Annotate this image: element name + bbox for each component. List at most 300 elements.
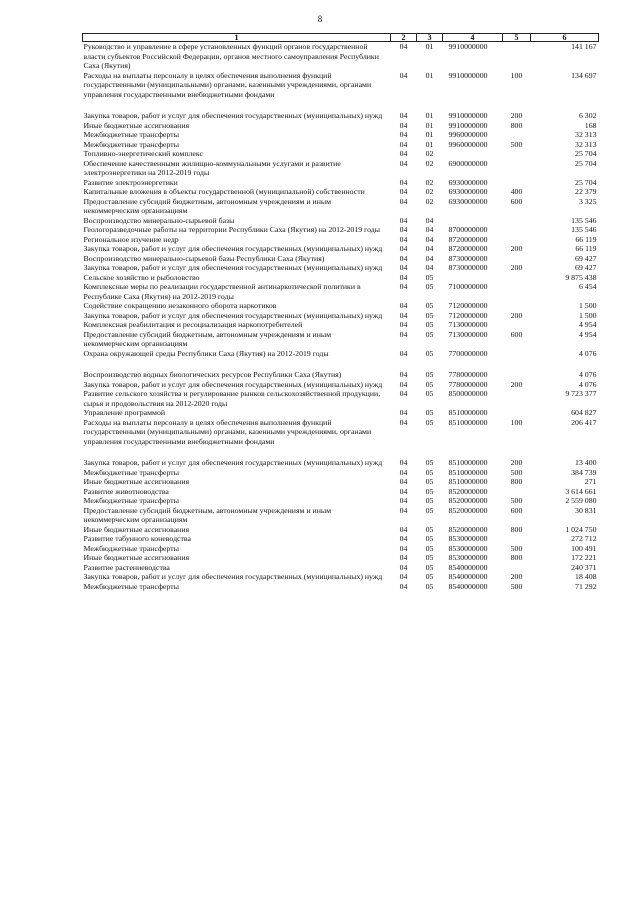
row-expense-type	[503, 42, 531, 71]
table-row	[83, 563, 599, 573]
row-subsection: 05	[425, 370, 434, 379]
table-row	[83, 159, 599, 178]
row-amount: 4 076	[578, 379, 597, 389]
row-section: 04	[399, 408, 408, 417]
row-section: 04	[399, 272, 408, 282]
row-subsection: 05	[425, 301, 434, 310]
row-subsection: 05	[425, 310, 434, 320]
row-subsection: 05	[425, 408, 434, 417]
row-name: Иные бюджетные ассигнования	[83, 524, 190, 534]
row-section: 04	[399, 553, 408, 562]
row-subsection: 01	[425, 139, 434, 149]
table-row	[83, 111, 599, 121]
row-amount: 240 371	[571, 562, 597, 572]
row-target-code: 9960000000	[448, 139, 488, 149]
row-expense-type	[503, 225, 531, 235]
row-amount: 100 491	[571, 543, 597, 553]
row-expense-type: 400	[510, 187, 523, 196]
row-subsection: 05	[425, 534, 434, 543]
row-section: 04	[399, 263, 408, 272]
row-amount: 2 559 080	[565, 496, 597, 505]
header-col-5: 5	[503, 34, 531, 42]
row-target-code: 8510000000	[448, 458, 488, 467]
row-amount: 32 313	[575, 130, 597, 139]
row-amount: 25 704	[575, 149, 597, 158]
row-target-code: 6930000000	[448, 177, 488, 187]
row-section: 04	[399, 524, 408, 534]
row-expense-type: 500	[510, 139, 523, 149]
row-section: 04	[399, 177, 408, 187]
row-subsection: 05	[425, 379, 434, 389]
row-section: 04	[399, 562, 408, 572]
row-name: Развитие сельского хозяйства и регулирование рынков сельскохозяйственной продукции, сырья и продовольствия на 2012-2020 годы	[83, 389, 381, 408]
row-subsection: 05	[425, 477, 434, 486]
row-expense-type	[503, 178, 531, 188]
row-amount: 4 954	[578, 320, 597, 329]
row-name: Комплексные меры по реализации государственной антинаркотической политики в Республике Саха (Якутия) на 2012-2019 годы	[83, 282, 361, 301]
table-row	[83, 187, 599, 197]
row-section: 04	[399, 486, 408, 496]
row-amount: 272 712	[571, 534, 597, 543]
row-section: 04	[399, 543, 408, 553]
row-subsection: 05	[425, 543, 434, 553]
table-row	[83, 311, 599, 321]
row-target-code: 8510000000	[448, 417, 488, 427]
row-section: 04	[399, 572, 408, 581]
row-section: 04	[399, 225, 408, 234]
row-subsection: 02	[425, 149, 434, 158]
row-target-code: 8510000000	[448, 467, 488, 477]
row-target-code: 8730000000	[448, 253, 488, 263]
row-name: Иные бюджетные ассигнования	[83, 477, 190, 486]
row-amount: 135 546	[571, 225, 597, 234]
row-amount: 30 831	[575, 505, 597, 515]
row-target-code: 9960000000	[448, 130, 488, 139]
header-col-6: 6	[531, 34, 599, 42]
row-target-code: 8510000000	[448, 408, 488, 417]
row-amount: 604 827	[571, 408, 597, 417]
row-subsection: 02	[425, 196, 434, 206]
row-expense-type	[503, 273, 531, 283]
row-section: 04	[399, 42, 408, 51]
row-name: Геологоразведочные работы на территории Республики Саха (Якутия) на 2012-2019 годы	[83, 225, 380, 234]
row-expense-type: 200	[510, 310, 523, 320]
row-subsection: 01	[425, 42, 434, 51]
row-target-code: 6900000000	[448, 158, 488, 168]
row-name: Межбюджетные трансферты	[83, 139, 179, 149]
row-subsection: 04	[425, 234, 434, 244]
row-expense-type	[503, 282, 531, 301]
row-section: 04	[399, 310, 408, 320]
row-subsection: 02	[425, 177, 434, 187]
table-row	[83, 370, 599, 380]
row-amount: 141 167	[571, 42, 597, 51]
row-target-code: 8700000000	[448, 225, 488, 234]
table-row	[83, 235, 599, 245]
budget-table	[82, 33, 599, 591]
table-row	[83, 525, 599, 535]
table-row	[83, 216, 599, 226]
table-row	[83, 553, 599, 563]
row-subsection: 05	[425, 348, 434, 358]
row-subsection: 05	[425, 417, 434, 427]
row-amount: 25 704	[575, 158, 597, 168]
row-subsection: 05	[425, 389, 434, 398]
row-target-code: 8510000000	[448, 477, 488, 486]
table-row	[83, 534, 599, 544]
row-name: Обеспечение качественными жилищно-коммунальными услугами и развитие электроэнергетики на 2012-2019 годы	[83, 158, 341, 177]
table-row	[83, 225, 599, 235]
row-name: Руководство и управление в сфере установленных функций органов государственной власти субъектов Российской Федерации, органов местного самоуправления Республики Саха (Якутия)	[83, 42, 379, 70]
header-col-4: 4	[443, 34, 503, 42]
row-subsection: 05	[425, 496, 434, 505]
row-section: 04	[399, 158, 408, 168]
row-section: 04	[399, 187, 408, 196]
row-subsection: 05	[425, 524, 434, 534]
header-col-2: 2	[391, 34, 417, 42]
row-section: 04	[399, 467, 408, 477]
row-target-code: 8530000000	[448, 553, 488, 562]
row-amount: 18 408	[575, 572, 597, 581]
row-subsection: 05	[425, 467, 434, 477]
row-amount: 69 427	[575, 253, 597, 263]
row-expense-type: 200	[510, 244, 523, 253]
row-amount: 66 119	[575, 234, 597, 244]
row-subsection: 02	[425, 187, 434, 196]
row-name: Закупка товаров, работ и услуг для обеспечения государственных (муниципальных) нужд	[83, 263, 383, 272]
row-amount: 32 313	[575, 139, 597, 149]
row-name: Расходы на выплаты персоналу в целях обеспечения выполнения функций государственными (муниципальными) органами, казенными учреждениями, органами управления государственными внебюджетными фондами	[83, 70, 372, 99]
row-subsection: 01	[425, 120, 434, 130]
row-target-code: 9910000000	[448, 120, 488, 130]
row-name: Межбюджетные трансферты	[83, 467, 179, 477]
row-subsection: 05	[425, 505, 434, 515]
row-target-code: 7130000000	[448, 329, 488, 339]
row-name: Развитие животноводства	[83, 486, 169, 496]
row-name: Межбюджетные трансферты	[83, 496, 179, 505]
row-name: Предоставление субсидий бюджетным, автономным учреждениям и иным некоммерческим организациям	[83, 329, 332, 348]
row-expense-type	[503, 534, 531, 544]
table-row	[83, 349, 599, 371]
table-row	[83, 140, 599, 150]
row-expense-type	[503, 408, 531, 418]
row-section: 04	[399, 348, 408, 358]
row-target-code: 7700000000	[448, 348, 488, 358]
row-amount: 9 723 377	[565, 389, 597, 398]
table-row	[83, 149, 599, 159]
row-name: Закупка товаров, работ и услуг для обеспечения государственных (муниципальных) нужд	[83, 244, 383, 253]
row-expense-type: 600	[510, 196, 523, 206]
row-section: 04	[399, 496, 408, 505]
row-section: 04	[399, 458, 408, 467]
row-expense-type: 600	[510, 329, 523, 339]
table-row	[83, 320, 599, 330]
table-row	[83, 418, 599, 459]
row-name: Воспроизводство минерально-сырьевой базы Республики Саха (Якутия)	[83, 253, 325, 263]
row-subsection: 05	[425, 272, 434, 282]
row-section: 04	[399, 505, 408, 515]
row-expense-type: 800	[510, 120, 523, 130]
row-section: 04	[399, 70, 408, 80]
row-section: 04	[399, 379, 408, 389]
table-row	[83, 408, 599, 418]
row-name: Региональное изучение недр	[83, 234, 179, 244]
row-section: 04	[399, 244, 408, 253]
row-subsection: 04	[425, 263, 434, 272]
row-subsection: 05	[425, 329, 434, 339]
table-row	[83, 582, 599, 592]
row-expense-type	[503, 370, 531, 380]
row-name: Содействие сокращению незаконного оборота наркотиков	[83, 301, 277, 310]
table-row	[83, 254, 599, 264]
row-target-code: 7100000000	[448, 282, 488, 291]
table-row	[83, 544, 599, 554]
row-expense-type: 500	[510, 467, 523, 477]
row-target-code	[443, 216, 503, 226]
row-target-code: 8730000000	[448, 263, 488, 272]
row-expense-type: 500	[510, 496, 523, 505]
row-section: 04	[399, 581, 408, 591]
row-expense-type: 200	[510, 458, 523, 467]
table-row	[83, 506, 599, 525]
table-row	[83, 468, 599, 478]
table-row	[83, 487, 599, 497]
row-amount: 66 119	[575, 244, 597, 253]
row-amount: 1 024 750	[565, 524, 597, 534]
table-row	[83, 380, 599, 390]
row-target-code: 8720000000	[448, 244, 488, 253]
row-subsection: 05	[425, 553, 434, 562]
row-amount: 1 500	[578, 301, 597, 310]
row-expense-type	[503, 254, 531, 264]
row-name: Развитие табунного коневодства	[83, 534, 191, 543]
row-name: Воспроизводство минерально-сырьевой базы	[83, 215, 235, 225]
table-row	[83, 458, 599, 468]
row-name: Закупка товаров, работ и услуг для обеспечения государственных (муниципальных) нужд	[83, 310, 383, 320]
row-target-code: 7780000000	[448, 370, 488, 379]
row-amount: 206 417	[571, 417, 597, 427]
row-expense-type: 200	[510, 263, 523, 272]
row-target-code: 8540000000	[448, 562, 488, 572]
row-expense-type: 200	[510, 111, 523, 120]
table-row	[83, 71, 599, 112]
table-row	[83, 273, 599, 283]
table-row	[83, 197, 599, 216]
row-subsection: 05	[425, 581, 434, 591]
row-subsection: 04	[425, 215, 434, 225]
row-expense-type: 800	[510, 477, 523, 486]
table-row	[83, 121, 599, 131]
row-amount: 71 292	[575, 581, 597, 591]
row-target-code: 6930000000	[448, 187, 488, 196]
row-amount: 4 076	[578, 348, 597, 358]
table-row	[83, 330, 599, 349]
row-expense-type	[503, 320, 531, 330]
row-expense-type: 200	[510, 379, 523, 389]
table-row	[83, 389, 599, 408]
row-expense-type: 200	[510, 572, 523, 581]
row-subsection: 04	[425, 225, 434, 234]
row-section: 04	[399, 329, 408, 339]
row-section: 04	[399, 477, 408, 486]
row-amount: 168	[584, 120, 597, 130]
row-amount: 69 427	[575, 263, 597, 272]
row-target-code: 9910000000	[448, 42, 488, 51]
row-name: Развитие электроэнергетики	[83, 177, 178, 187]
row-expense-type: 800	[510, 553, 523, 562]
row-name: Капитальные вложения в объекты государственной (муниципальной) собственности	[83, 187, 365, 196]
row-section: 04	[399, 534, 408, 543]
row-target-code: 8520000000	[448, 524, 488, 534]
row-subsection: 01	[425, 70, 434, 80]
row-expense-type: 100	[510, 70, 523, 80]
table-row	[83, 572, 599, 582]
row-name: Развитие растениеводства	[83, 562, 170, 572]
row-expense-type	[503, 389, 531, 408]
row-amount: 1 500	[578, 310, 597, 320]
row-expense-type: 500	[510, 543, 523, 553]
row-name: Расходы на выплаты персоналу в целях обеспечения выполнения функций государственными (муниципальными) органами, казенными учреждениями, органами управления государственными внебюджетными фондами	[83, 417, 372, 446]
row-target-code: 7120000000	[448, 301, 488, 310]
row-name: Воспроизводство водных биологических ресурсов Республики Саха (Якутия)	[83, 370, 342, 379]
row-amount: 384 739	[571, 467, 597, 477]
row-expense-type	[503, 130, 531, 140]
row-amount: 271	[584, 477, 597, 486]
row-section: 04	[399, 301, 408, 310]
row-subsection: 01	[425, 130, 434, 139]
row-expense-type: 800	[510, 524, 523, 534]
row-name: Закупка товаров, работ и услуг для обеспечения государственных (муниципальных) нужд	[83, 111, 383, 120]
row-target-code: 9910000000	[448, 111, 488, 120]
header-col-1: 1	[83, 34, 391, 42]
row-name: Топливно-энергетический комплекс	[83, 149, 203, 158]
row-section: 04	[399, 149, 408, 158]
row-expense-type	[503, 301, 531, 311]
row-section: 04	[399, 215, 408, 225]
row-subsection: 05	[425, 320, 434, 329]
row-target-code: 8540000000	[448, 581, 488, 591]
row-section: 04	[399, 253, 408, 263]
row-expense-type	[503, 149, 531, 159]
row-target-code: 6930000000	[448, 196, 488, 206]
row-target-code	[443, 149, 503, 159]
table-row	[83, 301, 599, 311]
row-name: Закупка товаров, работ и услуг для обеспечения государственных (муниципальных) нужд	[83, 572, 383, 581]
table-row	[83, 282, 599, 301]
row-subsection: 02	[425, 158, 434, 168]
row-subsection: 05	[425, 486, 434, 496]
row-section: 04	[399, 139, 408, 149]
row-section: 04	[399, 282, 408, 291]
table-body	[83, 42, 599, 592]
table-row	[83, 130, 599, 140]
row-name: Межбюджетные трансферты	[83, 581, 179, 591]
row-name: Управление программой	[83, 408, 166, 417]
row-target-code: 8530000000	[448, 543, 488, 553]
row-amount: 9 875 438	[565, 272, 597, 282]
row-name: Межбюджетные трансферты	[83, 543, 179, 553]
row-amount: 3 325	[578, 196, 597, 206]
row-name: Иные бюджетные ассигнования	[83, 553, 190, 562]
row-target-code: 8520000000	[448, 496, 488, 505]
row-section: 04	[399, 234, 408, 244]
row-amount: 135 546	[571, 215, 597, 225]
row-amount: 4 954	[578, 329, 597, 339]
row-section: 04	[399, 111, 408, 120]
row-name: Межбюджетные трансферты	[83, 130, 179, 139]
row-expense-type	[503, 487, 531, 497]
row-target-code: 8720000000	[448, 234, 488, 244]
table-header	[83, 34, 599, 42]
row-subsection: 05	[425, 562, 434, 572]
row-subsection: 05	[425, 458, 434, 467]
row-amount: 4 076	[578, 370, 597, 379]
row-target-code: 7130000000	[448, 320, 488, 329]
table-row	[83, 263, 599, 273]
row-section: 04	[399, 370, 408, 379]
row-expense-type	[503, 563, 531, 573]
row-subsection: 01	[425, 111, 434, 120]
row-section: 04	[399, 320, 408, 329]
row-section: 04	[399, 196, 408, 206]
row-subsection: 04	[425, 244, 434, 253]
header-col-3: 3	[417, 34, 443, 42]
row-expense-type	[503, 216, 531, 226]
row-expense-type	[503, 349, 531, 371]
row-name: Охрана окружающей среды Республики Саха (Якутия) на 2012-2019 годы	[83, 348, 329, 358]
row-expense-type: 100	[510, 417, 523, 427]
row-name: Предоставление субсидий бюджетным, автономным учреждениям и иным некоммерческим организациям	[83, 505, 332, 524]
row-target-code	[443, 273, 503, 283]
row-amount: 134 697	[571, 70, 597, 80]
row-target-code: 7780000000	[448, 379, 488, 389]
row-target-code: 8500000000	[448, 389, 488, 398]
row-name: Комплексная реабилитация и ресоциализация наркопотребителей	[83, 320, 303, 329]
row-amount: 6 454	[578, 282, 597, 291]
row-section: 04	[399, 389, 408, 398]
row-expense-type	[503, 159, 531, 178]
row-name: Закупка товаров, работ и услуг для обеспечения государственных (муниципальных) нужд	[83, 379, 383, 389]
row-target-code: 8520000000	[448, 505, 488, 515]
row-target-code: 8530000000	[448, 534, 488, 543]
row-target-code: 7120000000	[448, 310, 488, 320]
row-section: 04	[399, 417, 408, 427]
table-row	[83, 42, 599, 71]
row-amount: 22 379	[575, 187, 597, 196]
row-amount: 13 400	[575, 458, 597, 467]
row-section: 04	[399, 130, 408, 139]
row-name: Иные бюджетные ассигнования	[83, 120, 190, 130]
row-expense-type	[503, 235, 531, 245]
row-subsection: 04	[425, 253, 434, 263]
row-name: Сельское хозяйство и рыболовство	[83, 272, 200, 282]
row-amount: 6 302	[578, 111, 597, 120]
table-row	[83, 496, 599, 506]
row-expense-type: 600	[510, 505, 523, 515]
row-amount: 172 221	[571, 553, 597, 562]
page-number: 8	[317, 14, 323, 24]
row-target-code: 9910000000	[448, 70, 488, 80]
table-row	[83, 178, 599, 188]
table-row	[83, 244, 599, 254]
row-section: 04	[399, 120, 408, 130]
row-name: Закупка товаров, работ и услуг для обеспечения государственных (муниципальных) нужд	[83, 458, 383, 467]
row-amount: 25 704	[575, 177, 597, 187]
row-target-code: 8540000000	[448, 572, 488, 581]
row-target-code: 8520000000	[448, 486, 488, 496]
row-amount: 3 614 661	[565, 486, 597, 496]
row-subsection: 05	[425, 282, 434, 291]
